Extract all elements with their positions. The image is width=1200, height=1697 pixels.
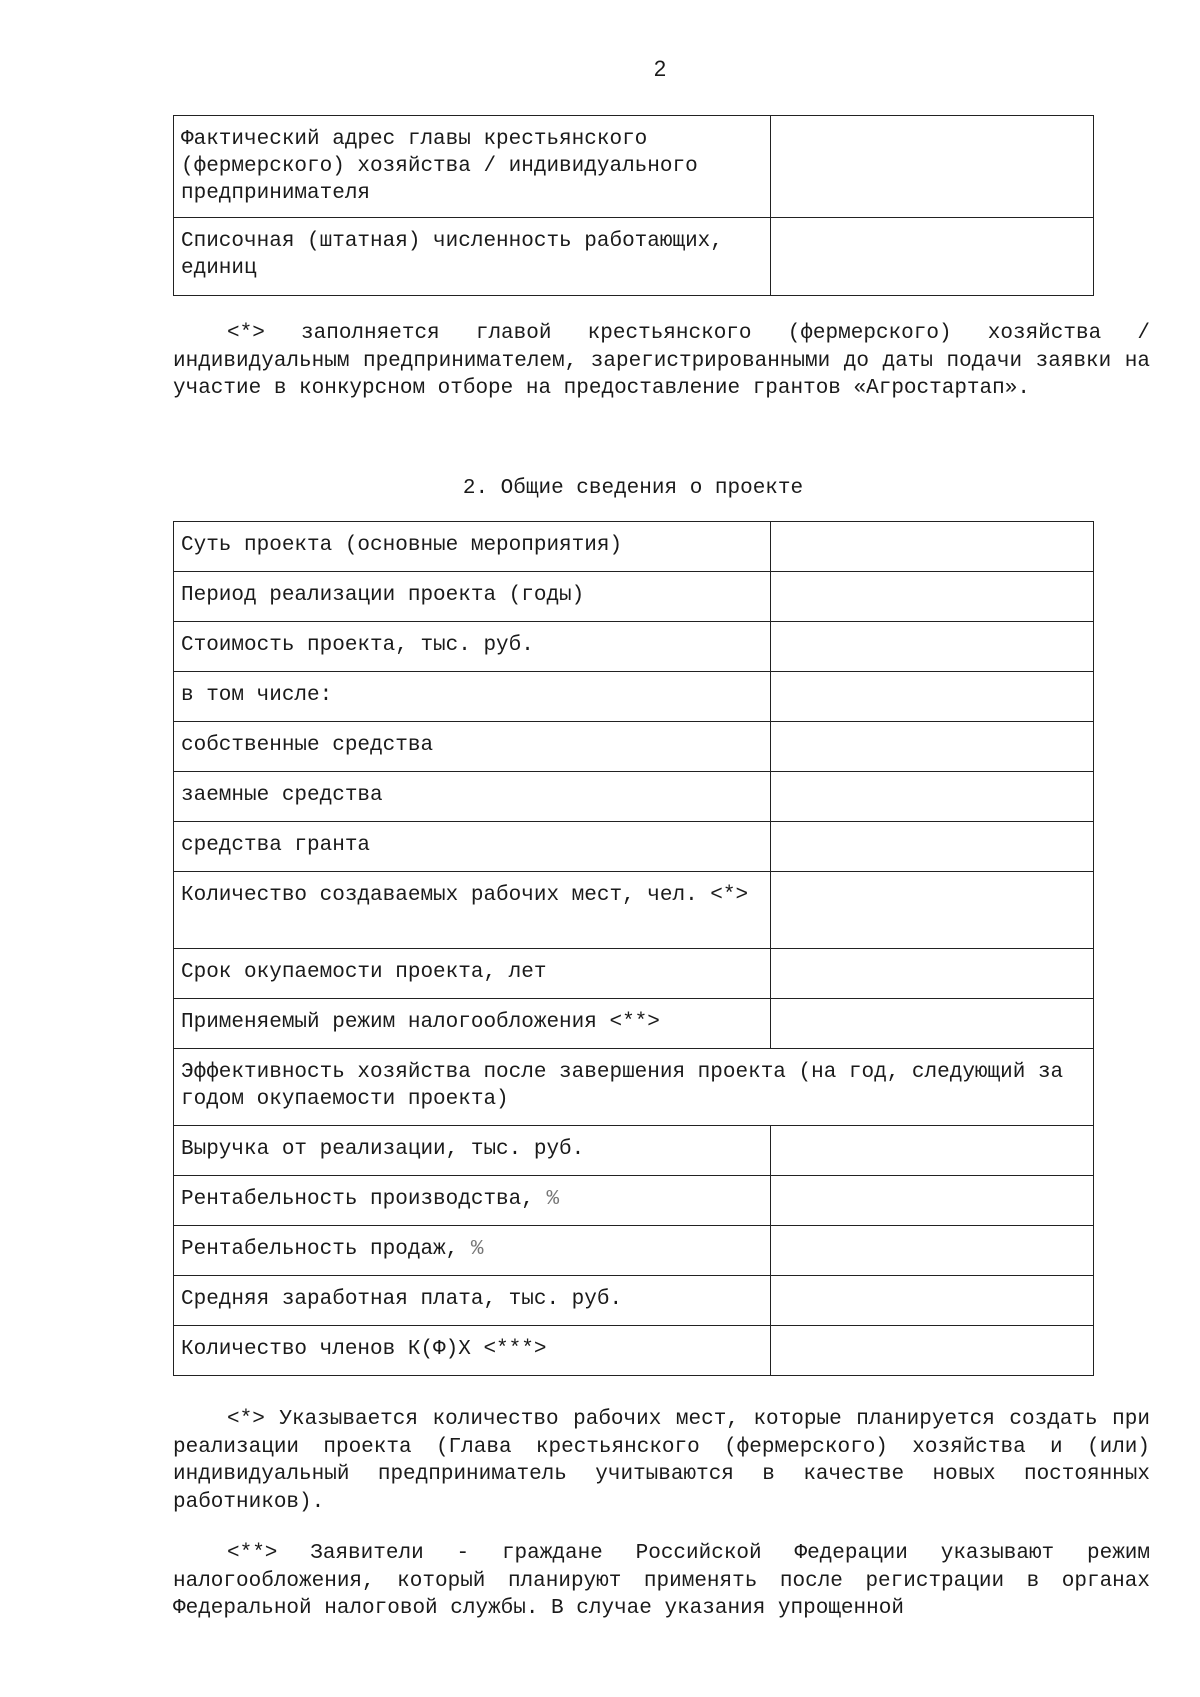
table-row	[174, 1276, 1094, 1326]
row-unit: %	[546, 1188, 560, 1211]
row-label: в том числе:	[174, 672, 771, 722]
table-row	[174, 822, 1094, 872]
table-row	[174, 772, 1094, 822]
row-label: Эффективность хозяйства после завершения проекта (на год, следующий за годом окупаемости проекта)	[174, 1049, 1094, 1126]
page-number: 2	[653, 56, 667, 81]
row-value[interactable]	[771, 1126, 1094, 1176]
row-value[interactable]	[771, 822, 1094, 872]
row-value[interactable]	[771, 1176, 1094, 1226]
project-info-table	[173, 521, 1094, 1376]
row-label-cell	[174, 1226, 771, 1276]
row-label: Списочная (штатная) численность работающих, единиц	[174, 218, 771, 296]
applicant-info-table	[173, 115, 1094, 296]
row-value[interactable]	[771, 672, 1094, 722]
table-row	[174, 1326, 1094, 1376]
row-value[interactable]	[771, 522, 1094, 572]
footnote-jobs: <*> Указывается количество рабочих мест, которые планируется создать при реализации проекта (Глава крестьянского (фермерского) хозяйства и (или) индивидуальный предприниматель учитываются в качестве новых постоянных работников).	[173, 1408, 1150, 1514]
row-value[interactable]	[771, 722, 1094, 772]
row-label: Количество создаваемых рабочих мест, чел. <*>	[174, 872, 771, 949]
table-row	[174, 218, 1094, 296]
row-value[interactable]	[771, 772, 1094, 822]
row-value[interactable]	[771, 572, 1094, 622]
table-row	[174, 1126, 1094, 1176]
table-row-merged	[174, 1049, 1094, 1126]
row-value[interactable]	[771, 1326, 1094, 1376]
table-row	[174, 999, 1094, 1049]
footnote-tax-regime: <**> Заявители - граждане Российской Федерации указывают режим налогообложения, который планируют применять после регистрации в органах Федеральной налоговой службы. В случае указания упрощенной	[173, 1542, 1150, 1620]
row-label-cell	[174, 1176, 771, 1226]
row-label: Рентабельность производства,	[181, 1188, 547, 1211]
section-title: 2. Общие сведения о проекте	[462, 477, 804, 500]
row-label: Фактический адрес главы крестьянского (фермерского) хозяйства / индивидуального предпринимателя	[174, 116, 771, 218]
row-label: собственные средства	[174, 722, 771, 772]
row-value[interactable]	[771, 949, 1094, 999]
row-label: средства гранта	[174, 822, 771, 872]
row-label: Количество членов К(Ф)Х <***>	[174, 1326, 771, 1376]
row-label: Применяемый режим налогообложения <**>	[174, 999, 771, 1049]
footnote-applicant: <*> заполняется главой крестьянского (фермерского) хозяйства / индивидуальным предпринимателем, зарегистрированными до даты подачи заявки на участие в конкурсном отборе на предоставление грантов «Агростартап».	[173, 322, 1150, 400]
table-row	[174, 672, 1094, 722]
row-label: Период реализации проекта (годы)	[174, 572, 771, 622]
row-unit: %	[470, 1238, 484, 1261]
row-value[interactable]	[771, 218, 1094, 296]
row-label: Срок окупаемости проекта, лет	[174, 949, 771, 999]
row-value[interactable]	[771, 1226, 1094, 1276]
row-value[interactable]	[771, 872, 1094, 949]
table-row	[174, 872, 1094, 949]
row-label: Рентабельность продаж,	[181, 1238, 471, 1261]
row-label: заемные средства	[174, 772, 771, 822]
row-value[interactable]	[771, 999, 1094, 1049]
table-row	[174, 116, 1094, 218]
table-row	[174, 949, 1094, 999]
row-value[interactable]	[771, 622, 1094, 672]
table-row	[174, 722, 1094, 772]
row-label: Средняя заработная плата, тыс. руб.	[174, 1276, 771, 1326]
row-label: Суть проекта (основные мероприятия)	[174, 522, 771, 572]
row-label: Выручка от реализации, тыс. руб.	[174, 1126, 771, 1176]
table-row	[174, 572, 1094, 622]
table-row	[174, 522, 1094, 572]
table-row	[174, 1176, 1094, 1226]
table-row	[174, 622, 1094, 672]
table-row	[174, 1226, 1094, 1276]
row-value[interactable]	[771, 116, 1094, 218]
row-label: Стоимость проекта, тыс. руб.	[174, 622, 771, 672]
row-value[interactable]	[771, 1276, 1094, 1326]
